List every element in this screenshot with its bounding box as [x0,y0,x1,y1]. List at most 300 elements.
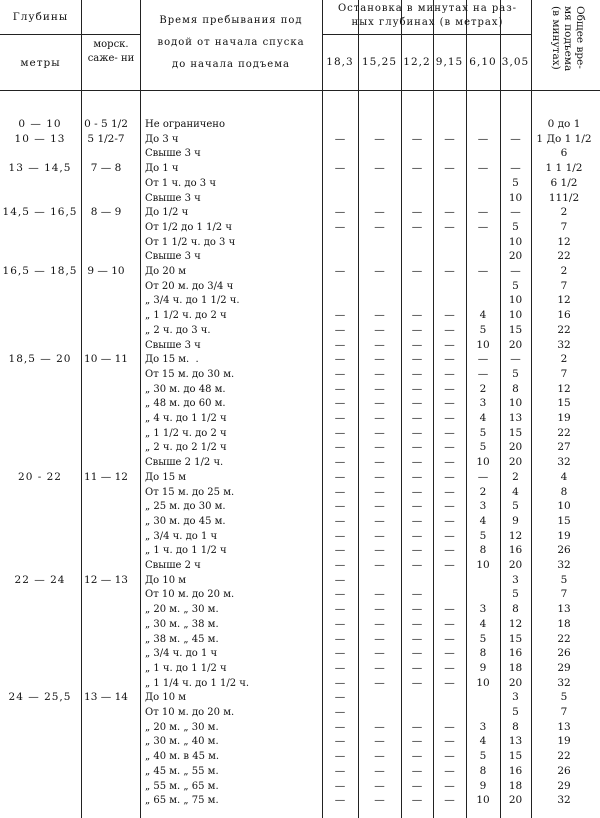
stop-minutes: — [411,661,423,674]
stop-minutes: 5 [512,176,519,189]
time-underwater: „ 4 ч. до 1 1/2 ч [145,413,227,424]
time-underwater: До 3 ч [145,133,179,145]
total-ascent-time: 19 [557,412,571,424]
stop-minutes: — [444,617,455,630]
time-underwater: Свыше 2 1/2 ч. [145,457,224,469]
time-underwater: „ 3/4 ч. до 1 ч [145,648,218,660]
stop-minutes: — [444,338,455,351]
time-underwater: До 20 м [145,266,187,277]
table-row [0,161,600,176]
depth-fathoms: 10 — 11 [84,353,128,366]
stop-minutes: 10 [476,559,490,571]
stop-minutes: — [411,132,423,145]
stop-minutes: — [374,412,385,424]
stop-minutes: — [411,412,423,424]
stop-minutes: — [334,500,346,513]
time-underwater: „ 3/4 ч. до 1 ч [145,530,218,542]
stop-minutes: — [444,220,455,233]
stop-minutes: 2 [479,485,487,498]
rule-h [322,34,531,35]
stop-minutes: — [374,764,385,777]
stop-minutes: 15 [508,632,523,645]
stop-minutes: 3 [479,397,487,410]
table-row [0,617,600,632]
header-stop-depth: 6,10 [469,56,497,68]
total-ascent-time: 29 [557,779,571,792]
stop-minutes: 8 [512,382,519,395]
table-row [0,191,600,206]
stop-minutes: — [334,206,346,219]
table-row [0,749,600,764]
total-ascent-time: 2 [560,265,568,277]
stop-minutes: — [334,367,346,380]
stop-minutes: — [444,441,455,454]
stop-minutes: — [334,676,346,689]
stop-minutes: 9 [479,661,487,674]
depth-meters: 14,5 — 16,5 [2,206,78,219]
header-time-line: Время пребывания под [159,15,303,26]
stop-minutes: — [411,367,423,380]
total-ascent-time: 0 до 1 [547,118,581,130]
time-underwater: „ 45 м. „ 55 м. [145,765,219,777]
stop-minutes: — [334,750,346,763]
time-underwater: „ 65 м. „ 75 м. [145,795,219,807]
time-underwater: „ 55 м. „ 65 м. [145,780,219,792]
stop-minutes: — [374,559,385,571]
stop-minutes: 4 [512,485,519,498]
stop-minutes: 5 [512,588,519,601]
total-ascent-time: 7 [560,220,568,233]
total-ascent-time: 32 [557,338,571,351]
stop-minutes: 5 [479,426,487,439]
stop-minutes: — [374,529,385,542]
stop-minutes: 8 [479,544,487,557]
stop-minutes: — [334,397,346,410]
stop-minutes: — [374,632,385,645]
time-underwater: „ 38 м. „ 45 м. [145,633,219,645]
stop-minutes: — [334,617,346,630]
stop-minutes: — [444,764,455,777]
table-row [0,279,600,294]
time-underwater: Свыше 3 ч [145,192,201,204]
stop-minutes: 15 [508,426,523,439]
stop-minutes: — [411,470,423,483]
stop-minutes: 12 [508,529,523,542]
stop-minutes: — [334,661,346,674]
stop-minutes: — [444,632,455,645]
stop-minutes: — [334,323,346,336]
table-row [0,117,600,132]
stop-minutes: — [374,735,385,748]
stop-minutes: — [444,794,455,807]
total-ascent-time: 6 [560,147,568,160]
time-underwater: Свыше 3 ч [145,148,201,160]
stop-minutes: — [374,750,385,763]
stop-minutes: — [374,617,385,630]
table-row [0,793,600,808]
stop-minutes: 20 [508,456,523,469]
total-ascent-time: 16 [557,309,571,322]
table-row [0,176,600,191]
table-row [0,220,600,235]
table-row [0,323,600,338]
depth-meters: 18,5 — 20 [8,353,72,366]
total-ascent-time: 7 [560,367,568,380]
stop-minutes: — [374,514,385,527]
table-row [0,690,600,705]
stop-minutes: — [411,603,423,616]
table-row [0,455,600,470]
stop-minutes: 8 [479,647,487,660]
table-row [0,514,600,529]
stop-minutes: — [334,132,346,145]
stop-minutes: — [334,412,346,424]
stop-minutes: 10 [476,456,490,469]
header-fathoms: морск. саже- ни [87,39,135,64]
stop-minutes: — [444,353,455,366]
time-underwater: „ 1 ч. до 1 1/2 ч [145,545,227,557]
stop-minutes: 3 [512,691,519,704]
stop-minutes: — [477,132,489,145]
total-ascent-time: 7 [560,706,568,718]
stop-minutes: — [444,529,455,542]
stop-minutes: — [334,691,346,704]
stop-minutes: — [374,323,385,336]
stop-minutes: — [374,338,385,351]
depth-meters: 0 — 10 [18,118,62,130]
stop-minutes: — [444,456,455,469]
stop-minutes: — [444,720,455,733]
stop-minutes: — [477,220,489,233]
stop-minutes: — [374,132,385,145]
stop-minutes: — [374,441,385,454]
total-ascent-time: 26 [557,544,571,557]
table-row [0,411,600,426]
stop-minutes: 3 [479,720,487,733]
total-ascent-time: 26 [557,647,571,660]
table-row [0,499,600,514]
stop-minutes: — [374,353,385,366]
stop-minutes: — [334,559,346,571]
time-underwater: До 1/2 ч [145,207,189,219]
stop-minutes: 12 [508,617,523,630]
stop-minutes: — [374,220,385,233]
header-total-line: (в минутах) [550,6,562,70]
time-underwater: „ 40 м. в 45 м. [145,751,220,763]
table-row [0,426,600,441]
stop-minutes: 20 [508,441,523,454]
total-ascent-time: 18 [557,617,571,630]
stop-minutes: — [411,794,423,807]
time-underwater: От 15 м. до 25 м. [145,486,235,498]
stop-minutes: — [374,162,385,175]
table-row [0,249,600,264]
header-total-time [540,6,600,116]
table-row [0,308,600,323]
stop-minutes: — [411,617,423,630]
stop-minutes: — [411,441,423,454]
total-ascent-time: 1 1 1/2 [545,162,583,175]
stop-minutes: 18 [508,779,523,792]
stop-minutes: — [334,735,346,748]
total-ascent-time: 13 [557,720,571,733]
time-underwater: От 10 м. до 20 м. [145,707,235,718]
stop-minutes: — [411,456,423,469]
time-underwater: До 1 ч [145,163,179,175]
stop-minutes: 9 [512,514,519,527]
stop-minutes: — [411,323,423,336]
stop-minutes: — [334,309,346,322]
stop-minutes: — [334,265,346,277]
depth-meters: 22 — 24 [14,573,66,586]
time-underwater: От 20 м. до 3/4 ч [145,280,234,292]
table-row [0,470,600,485]
total-ascent-time: 22 [557,632,571,645]
stop-minutes: — [374,397,385,410]
depth-fathoms: 5 1/2-7 [87,132,125,145]
stop-minutes: 10 [508,235,523,248]
stop-minutes: — [334,382,346,395]
stop-minutes: — [444,735,455,748]
time-underwater: „ 30 м. до 48 м. [145,383,226,395]
stop-minutes: — [510,162,521,175]
stop-minutes: — [444,323,455,336]
stop-minutes: — [444,470,455,483]
time-underwater: До 15 м. . [145,354,199,366]
total-ascent-time: 19 [557,735,571,748]
stop-minutes: — [334,485,346,498]
stop-minutes: 4 [479,412,487,424]
time-underwater: „ 30 м. „ 40 м. [145,736,219,748]
table-row [0,264,600,279]
stop-minutes: — [334,456,346,469]
stop-minutes: — [444,367,455,380]
stop-minutes: — [411,735,423,748]
stop-minutes: — [374,588,385,601]
stop-minutes: — [510,132,521,145]
total-ascent-time: 12 [557,294,571,307]
stop-minutes: — [334,338,346,351]
stop-minutes: — [374,456,385,469]
stop-minutes: — [444,309,455,322]
stop-minutes: 10 [508,191,523,204]
header-time-line: водой от начала спуска [157,37,305,48]
stop-minutes: — [477,367,489,380]
stop-minutes: — [334,764,346,777]
stop-minutes: 9 [479,779,487,792]
stop-minutes: — [374,720,385,733]
stop-minutes: — [374,485,385,498]
stop-minutes: — [411,750,423,763]
table-row [0,676,600,691]
depth-fathoms: 11 — 12 [84,470,128,483]
total-ascent-time: 22 [557,250,571,263]
depth-meters: 16,5 — 18,5 [2,265,78,277]
stop-minutes: 20 [508,794,523,807]
stop-minutes: 5 [512,706,519,718]
table-row [0,382,600,397]
depth-meters: 13 — 14,5 [8,162,72,175]
stop-minutes: — [374,544,385,557]
table-row [0,205,600,220]
time-underwater: От 1 ч. до 3 ч [145,177,216,189]
time-underwater: Свыше 3 ч [145,251,201,263]
stop-minutes: — [444,162,455,175]
stop-minutes: — [477,265,489,277]
stop-minutes: — [374,470,385,483]
time-underwater: Не ограничено [145,119,225,130]
header-total-line: Общее вре- [574,6,586,69]
stop-minutes: — [510,353,521,366]
stop-minutes: 8 [512,603,519,616]
total-ascent-time: 27 [557,441,571,454]
stop-minutes: — [411,500,423,513]
stop-minutes: — [411,764,423,777]
stop-minutes: — [477,470,489,483]
time-underwater: От 1 1/2 ч. до 3 ч [145,236,236,248]
time-underwater: До 10 м [145,574,187,586]
time-underwater: От 1/2 до 1 1/2 ч [145,221,232,233]
stop-minutes: — [334,720,346,733]
table-row [0,293,600,308]
stop-minutes: — [444,661,455,674]
stop-minutes: — [444,485,455,498]
stop-minutes: — [477,353,489,366]
stop-minutes: — [334,588,346,601]
table-row [0,779,600,794]
stop-minutes: 20 [508,250,523,263]
total-ascent-time: 1 До 1 1/2 [536,132,592,145]
stop-minutes: 3 [479,603,487,616]
stop-minutes: — [411,485,423,498]
stop-minutes: — [444,412,455,424]
stop-minutes: 5 [479,529,487,542]
stop-minutes: 13 [508,412,523,424]
stop-minutes: — [411,220,423,233]
stop-minutes: — [444,382,455,395]
stop-minutes: — [411,720,423,733]
stop-minutes: — [334,603,346,616]
stop-minutes: — [334,529,346,542]
stop-minutes: — [411,206,423,219]
table-row [0,529,600,544]
stop-minutes: — [411,544,423,557]
header-stop-depth: 9,15 [435,56,464,68]
depth-meters: 20 - 22 [18,470,62,483]
table-row [0,543,600,558]
table-row [0,440,600,455]
time-underwater: До 10 м [145,692,187,704]
time-underwater: „ 25 м. до 30 м. [145,501,226,513]
stop-minutes: — [334,220,346,233]
stop-minutes: — [411,559,423,571]
stop-minutes: 15 [508,323,523,336]
time-underwater: „ 30 м. „ 38 м. [145,618,219,630]
stop-minutes: 3 [479,500,487,513]
stop-minutes: 20 [508,338,523,351]
stop-minutes: — [334,353,346,366]
stop-minutes: — [510,206,521,219]
header-stops-line: Остановка в минутах на раз- [337,3,518,14]
stop-minutes: — [374,500,385,513]
total-ascent-time: 32 [557,676,571,689]
stop-minutes: — [374,661,385,674]
header-stop-depth: 12,2 [403,56,431,68]
rule-h [0,34,140,35]
total-ascent-time: 26 [557,764,571,777]
stop-minutes: — [411,588,423,601]
rule-h [0,90,600,91]
table-row [0,573,600,588]
stop-minutes: — [411,353,423,366]
table-row [0,646,600,661]
stop-minutes: 20 [508,676,523,689]
header-stop-depth: 15,25 [361,56,398,68]
stop-minutes: 3 [512,573,519,586]
table-row [0,705,600,720]
stop-minutes: — [334,647,346,660]
stop-minutes: — [334,162,346,175]
stop-minutes: — [334,470,346,483]
total-ascent-time: 13 [557,603,571,616]
table-row [0,146,600,161]
stop-minutes: — [444,559,455,571]
stop-minutes: — [374,676,385,689]
table-row [0,734,600,749]
table-row [0,485,600,500]
stop-minutes: 8 [512,720,519,733]
stop-minutes: — [411,676,423,689]
time-underwater: „ 2 ч. до 3 ч. [145,324,211,336]
stop-minutes: — [374,794,385,807]
table-row [0,602,600,617]
header-stops [324,2,531,30]
time-underwater: „ 1 1/2 ч. до 2 ч [145,427,227,439]
stop-minutes: — [411,397,423,410]
stop-minutes: 2 [479,382,487,395]
stop-minutes: 5 [479,441,487,454]
time-underwater: Свыше 3 ч [145,339,201,351]
stop-minutes: 5 [479,632,487,645]
table-row [0,132,600,147]
time-underwater: „ 20 м. „ 30 м. [145,721,219,733]
header-stop-depth: 3,05 [501,56,530,68]
depth-fathoms: 12 — 13 [84,573,128,586]
total-ascent-time: 111/2 [548,191,580,204]
depth-fathoms: 0 - 5 1/2 [84,118,128,130]
stop-minutes: 10 [476,338,490,351]
stop-minutes: — [477,162,489,175]
stop-minutes: 13 [508,735,523,748]
depth-meters: 10 — 13 [14,132,66,145]
stop-minutes: — [334,441,346,454]
stop-minutes: — [444,544,455,557]
stop-minutes: — [411,779,423,792]
depth-fathoms: 9 — 10 [87,265,125,277]
header-depths: Глубины [12,11,69,23]
table-row [0,764,600,779]
stop-minutes: 16 [508,764,523,777]
stop-minutes: — [334,573,346,586]
header-total-line: мя подъема [562,6,574,72]
depth-fathoms: 13 — 14 [84,691,128,704]
table-row [0,352,600,367]
time-underwater: „ 2 ч. до 2 1/2 ч [145,442,227,454]
table-row [0,235,600,250]
stop-minutes: 10 [476,676,490,689]
time-underwater: „ 1 1/4 ч. до 1 1/2 ч. [145,677,250,689]
stop-minutes: — [374,206,385,219]
